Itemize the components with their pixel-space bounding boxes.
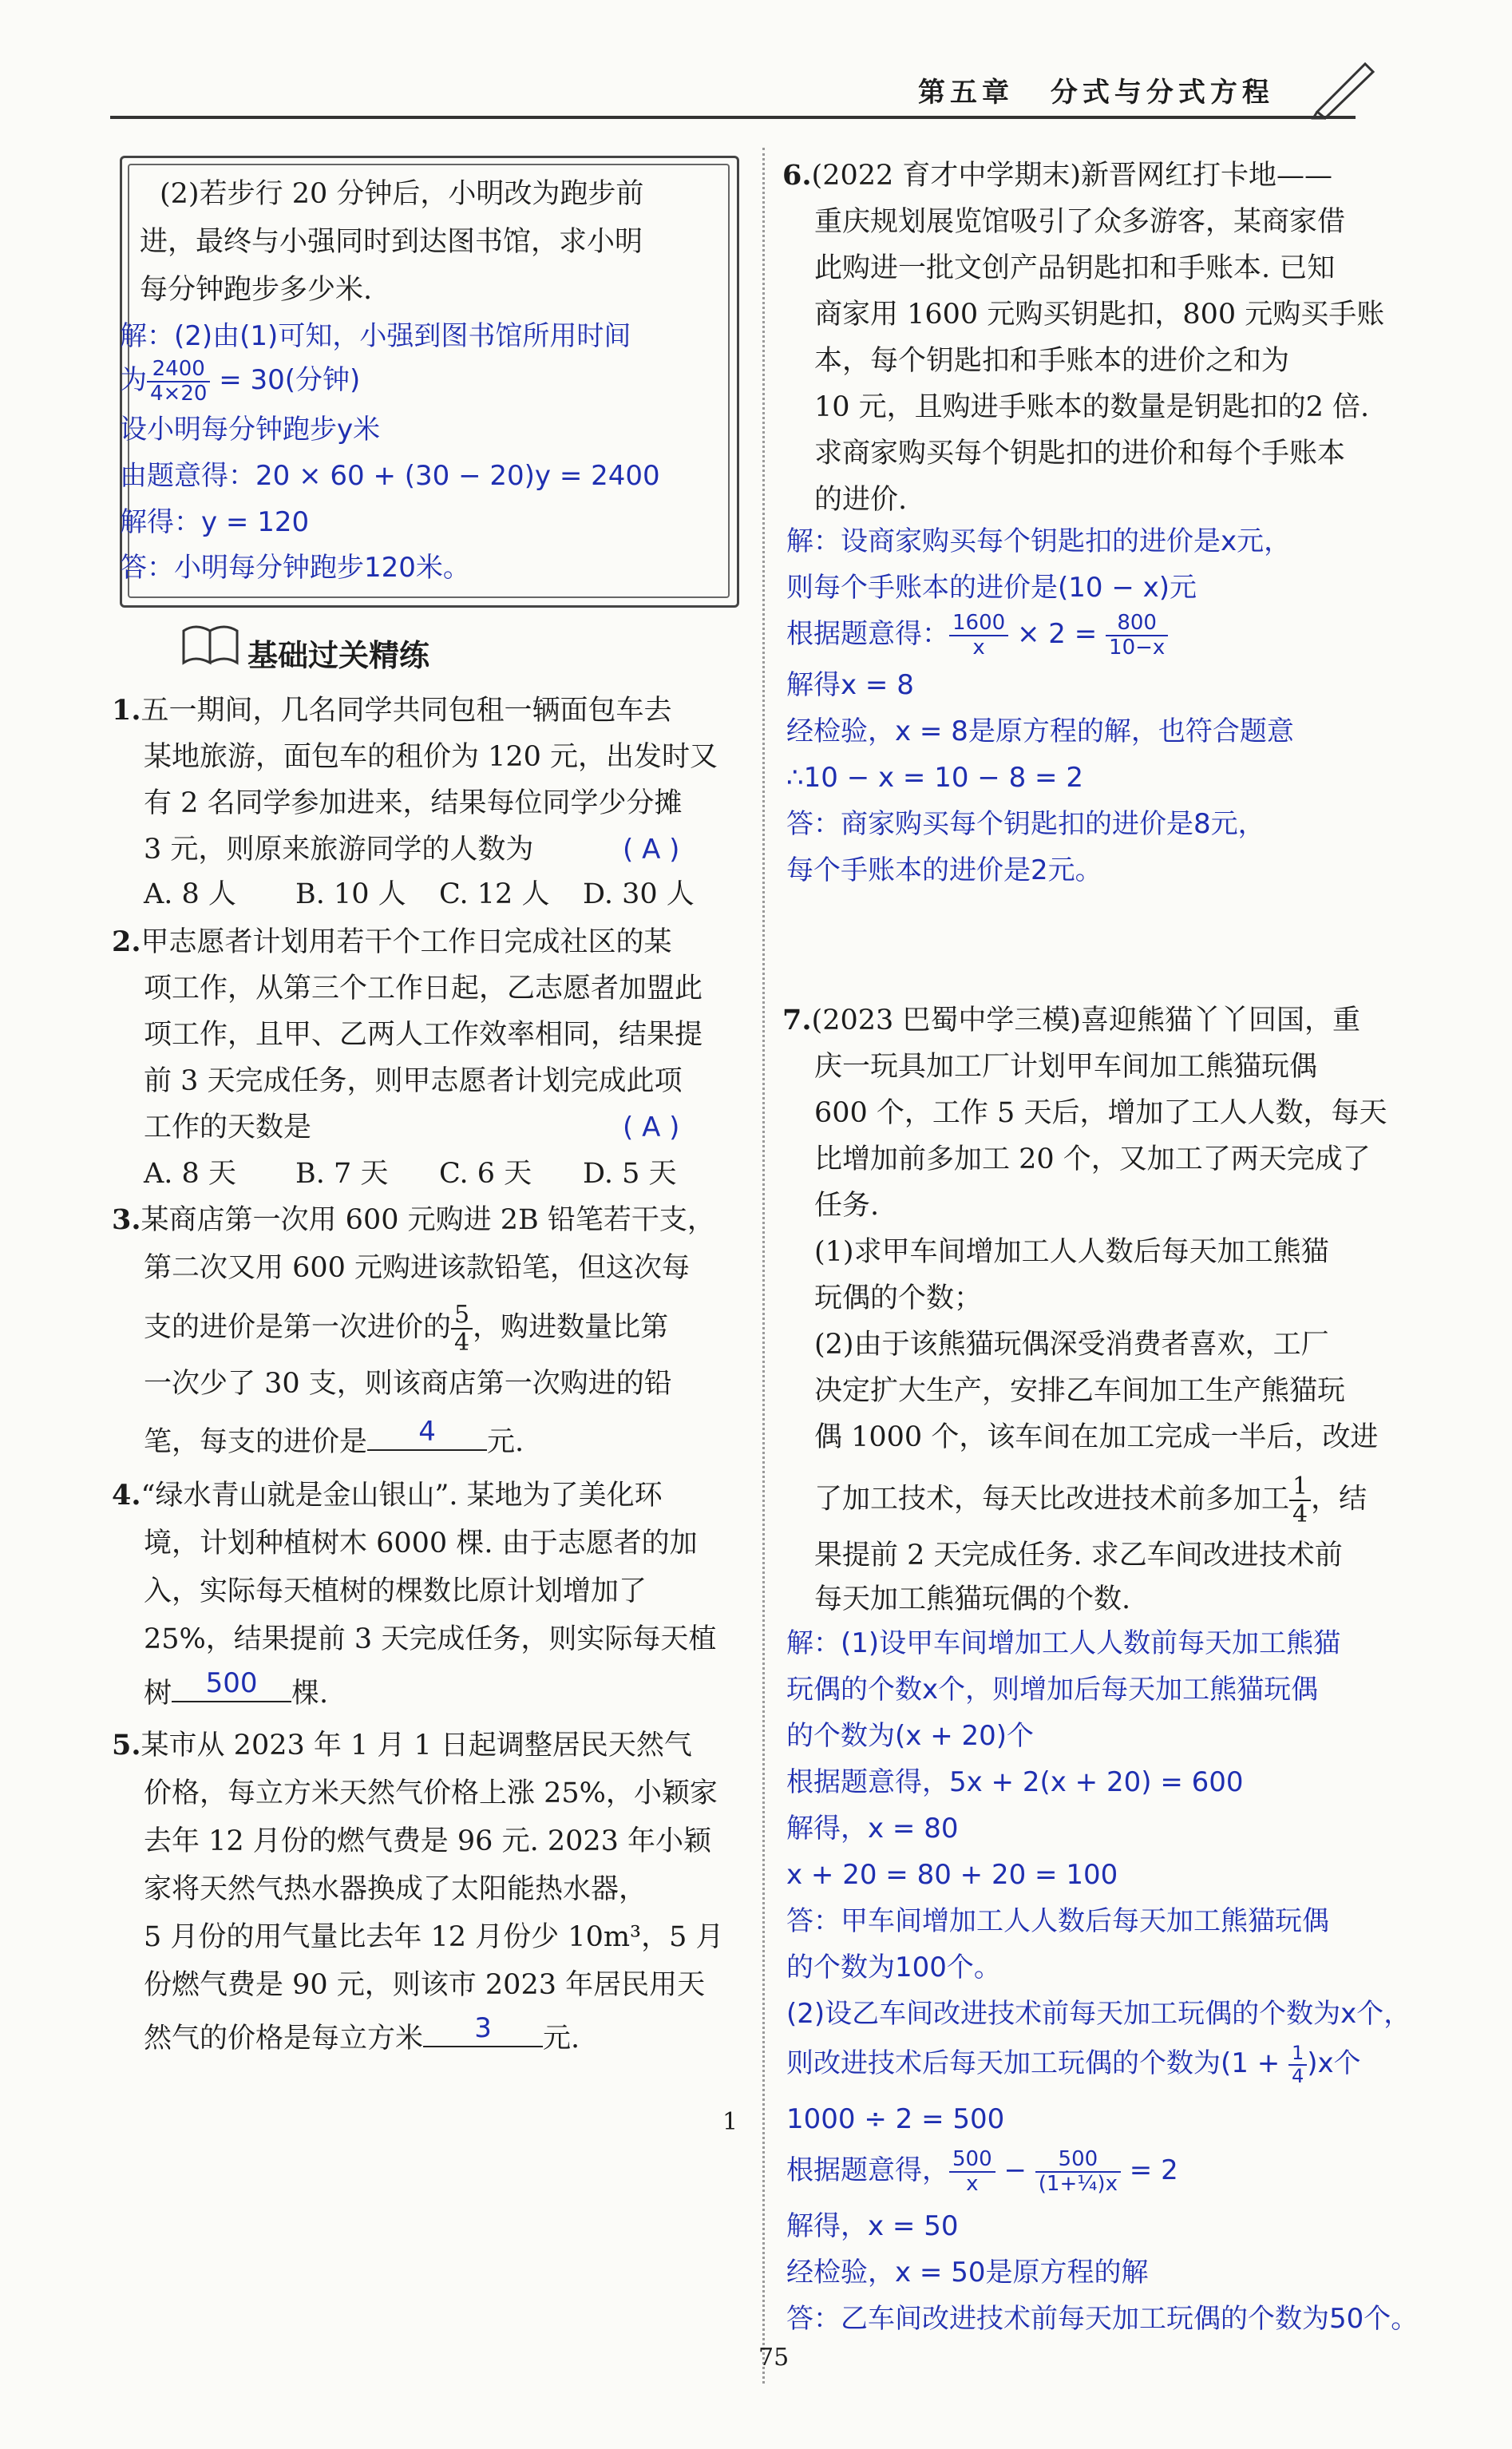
q1-option: A. 8 人	[144, 878, 236, 910]
q6-line: 重庆规划展览馆吸引了众多游客，某商家借	[814, 206, 1346, 238]
box-solution-line: 为 $\frac{2400}{4\times 20}$ = 30(分钟)	[120, 357, 361, 406]
q7-line: 玩偶的个数；	[814, 1282, 983, 1314]
page-header	[918, 70, 1296, 109]
q7-line: 600 个，工作 5 天后，增加了工人人数，每天	[814, 1097, 1387, 1129]
section-title: 基础过关精练	[247, 638, 430, 673]
q7-line: 比增加前多加工 20 个，又加工了两天完成了	[814, 1143, 1371, 1175]
q7-solution-line: 答：乙车间改进技术前每天加工玩偶的个数为50个。	[786, 2303, 1419, 2335]
q5-line: 5 月份的用气量比去年 12 月份少 10m³，5 月	[144, 1921, 724, 1953]
q7-solution-line: 的个数为(x + 20)个	[786, 1720, 1035, 1752]
q2-option: B. 7 天	[295, 1158, 389, 1190]
box-solution-line: 由题意得：20 × 60 + (30 − 20)y = 2400	[120, 460, 660, 492]
q4-line: 4.“绿水青山就是金山银山”. 某地为了美化环	[112, 1479, 663, 1512]
q3-blank: 4	[367, 1417, 487, 1451]
q5-line: 然气的价格是每立方米 3 元.	[144, 2012, 580, 2055]
q7-solution-line: 解得，x = 50	[786, 2210, 959, 2242]
q2-option: C. 6 天	[439, 1158, 532, 1190]
q7-line: 果提前 2 天完成任务. 求乙车间改进技术前	[814, 1540, 1343, 1571]
q7-solution-line: (2)设乙车间改进技术前每天加工玩偶的个数为x个，	[786, 1998, 1411, 2030]
q7-line: 每天加工熊猫玩偶的个数.	[814, 1583, 1131, 1615]
q1-line: 有 2 名同学参加进来，结果每位同学少分摊	[144, 787, 683, 819]
q6-solution-line: 解：设商家购买每个钥匙扣的进价是x元，	[786, 525, 1292, 557]
q7-line: (2)由于该熊猫玩偶深受消费者喜欢，工厂	[814, 1329, 1329, 1361]
q6-line: 商家用 1600 元购买钥匙扣，800 元购买手账	[814, 299, 1385, 331]
box-solution-line: 设小明每分钟跑步y米	[120, 414, 381, 446]
q7-solution-line: 根据题意得， $\frac{500}{x}$ − $\frac{500}{\text{(1+¼)x}}$ = 2	[786, 2147, 1178, 2196]
q4-line: 25%，结果提前 3 天完成任务，则实际每天植	[144, 1623, 717, 1655]
q2-line: 项工作，且甲、乙两人工作效率相同，结果提	[144, 1019, 703, 1051]
q7-solution-line: 经检验，x = 50是原方程的解	[786, 2257, 1149, 2289]
book-icon	[180, 623, 243, 671]
pencil-icon	[1309, 56, 1381, 120]
page-marker: 1	[722, 2108, 738, 2136]
box-q2-line: 进，最终与小强同时到达图书馆，求小明	[140, 226, 643, 258]
q6-solution-line: 解得x = 8	[786, 669, 914, 701]
q6-solution-line: 答：商家购买每个钥匙扣的进价是8元，	[786, 808, 1265, 840]
q7-line: 决定扩大生产，安排乙车间加工生产熊猫玩	[814, 1375, 1346, 1407]
q2-line: 前 3 天完成任务，则甲志愿者计划完成此项	[144, 1065, 683, 1097]
q1-line: 某地旅游，面包车的租价为 120 元，出发时又	[144, 741, 718, 773]
q2-line: 工作的天数是	[144, 1112, 312, 1143]
column-divider	[762, 148, 765, 2384]
q2-line: 项工作，从第三个工作日起，乙志愿者加盟此	[144, 973, 703, 1005]
q1-answer: ( A )	[623, 834, 680, 866]
q6-line: 6.(2022 育才中学期末)新晋网红打卡地——	[782, 159, 1333, 192]
q2-answer: ( A )	[623, 1112, 680, 1143]
q5-line: 份燃气费是 90 元，则该市 2023 年居民用天	[144, 1969, 706, 2001]
q6-solution-line: 经检验，x = 8是原方程的解，也符合题意	[786, 715, 1294, 747]
q3-line: 笔，每支的进价是 4 元.	[144, 1416, 524, 1458]
q7-solution-line: 则改进技术后每天加工玩偶的个数为(1 + $\frac{1}{4}$ )x个	[786, 2042, 1361, 2087]
box-q2-line: (2)若步行 20 分钟后，小明改为跑步前	[160, 178, 644, 210]
q2-option: D. 5 天	[583, 1158, 677, 1190]
q5-line: 5.某市从 2023 年 1 月 1 日起调整居民天然气	[112, 1729, 692, 1761]
q6-solution-line: ∴10 − x = 10 − 8 = 2	[786, 762, 1083, 794]
q1-option: D. 30 人	[583, 878, 695, 910]
q6-line: 求商家购买每个钥匙扣的进价和每个手账本	[814, 438, 1346, 470]
q6-line: 的进价.	[814, 484, 908, 516]
q5-line: 价格，每立方米天然气价格上涨 25%，小颖家	[144, 1777, 718, 1809]
box-solution-line: 解得：y = 120	[120, 506, 310, 538]
q6-line: 本，每个钥匙扣和手账本的进价之和为	[814, 345, 1290, 377]
chapter-title: 分式与分式方程	[1050, 77, 1274, 109]
q3-line: 第二次又用 600 元购进该款铅笔，但这次每	[144, 1252, 691, 1284]
q7-solution-line: 答：甲车间增加工人人数后每天加工熊猫玩偶	[786, 1905, 1329, 1937]
q2-option: A. 8 天	[144, 1158, 236, 1190]
q7-solution-line: 根据题意得，5x + 2(x + 20) = 600	[786, 1766, 1244, 1798]
q4-line: 境，计划种植树木 6000 棵. 由于志愿者的加	[144, 1528, 698, 1559]
q6-solution-line: 每个手账本的进价是2元。	[786, 854, 1102, 886]
q5-line: 去年 12 月份的燃气费是 96 元. 2023 年小颖	[144, 1825, 712, 1857]
box-q2-line: 每分钟跑步多少米.	[140, 274, 373, 306]
q3-line: 支的进价是第一次进价的 $\frac{5}{4}$ ，购进数量比第	[144, 1301, 669, 1357]
q6-solution-line: 则每个手账本的进价是(10 − x)元	[786, 572, 1197, 604]
q7-line: 任务.	[814, 1190, 880, 1222]
q7-solution-line: 解：(1)设甲车间增加工人人数前每天加工熊猫	[786, 1627, 1341, 1659]
q1-line: 1.五一期间，几名同学共同包租一辆面包车去	[112, 694, 672, 727]
q4-blank: 500	[172, 1669, 291, 1702]
q5-blank: 3	[423, 2014, 543, 2047]
q7-solution-line: x + 20 = 80 + 20 = 100	[786, 1859, 1118, 1891]
q1-option: C. 12 人	[439, 878, 550, 910]
q7-solution-line: 玩偶的个数x个，则增加后每天加工熊猫玩偶	[786, 1674, 1319, 1706]
q7-solution-line: 的个数为100个。	[786, 1952, 1001, 1983]
q3-line: 3.某商店第一次用 600 元购进 2B 铅笔若干支，	[112, 1203, 715, 1236]
q7-line: 了加工技术，每天比改进技术前多加工 $\frac{1}{4}$ ，结	[814, 1472, 1368, 1528]
q7-line: 7.(2023 巴蜀中学三模)喜迎熊猫丫丫回国，重	[782, 1004, 1361, 1036]
q1-option: B. 10 人	[295, 878, 406, 910]
q7-solution-line: 解得，x = 80	[786, 1813, 959, 1845]
q6-line: 10 元，且购进手账本的数量是钥匙扣的2 倍.	[814, 391, 1370, 423]
page-number: 75	[758, 2344, 790, 2372]
q4-line: 入，实际每天植树的棵数比原计划增加了	[144, 1575, 647, 1607]
box-solution-line: 答：小明每分钟跑步120米。	[120, 552, 470, 584]
q3-line: 一次少了 30 支，则该商店第一次购进的铅	[144, 1368, 672, 1400]
q1-line: 3 元，则原来旅游同学的人数为	[144, 834, 534, 866]
q5-line: 家将天然气热水器换成了太阳能热水器，	[144, 1873, 647, 1905]
q7-line: (1)求甲车间增加工人人数后每天加工熊猫	[814, 1236, 1329, 1268]
box-solution-line: 解：(2)由(1)可知，小强到图书馆所用时间	[120, 320, 631, 352]
q7-line: 庆一玩具加工厂计划甲车间加工熊猫玩偶	[814, 1051, 1318, 1083]
q6-solution-line: 根据题意得： $\frac{1600}{x}$ × 2 = $\frac{800}{10-x}$	[786, 612, 1168, 659]
q7-solution-line: 1000 ÷ 2 = 500	[786, 2103, 1005, 2135]
q6-line: 此购进一批文创产品钥匙扣和手账本. 已知	[814, 252, 1336, 284]
q2-line: 2.甲志愿者计划用若干个工作日完成社区的某	[112, 925, 672, 958]
q7-line: 偶 1000 个，该车间在加工完成一半后，改进	[814, 1421, 1379, 1453]
q4-line: 树 500 棵.	[144, 1667, 329, 1710]
chapter-label: 第五章	[918, 77, 1014, 109]
header-rule	[110, 116, 1356, 119]
